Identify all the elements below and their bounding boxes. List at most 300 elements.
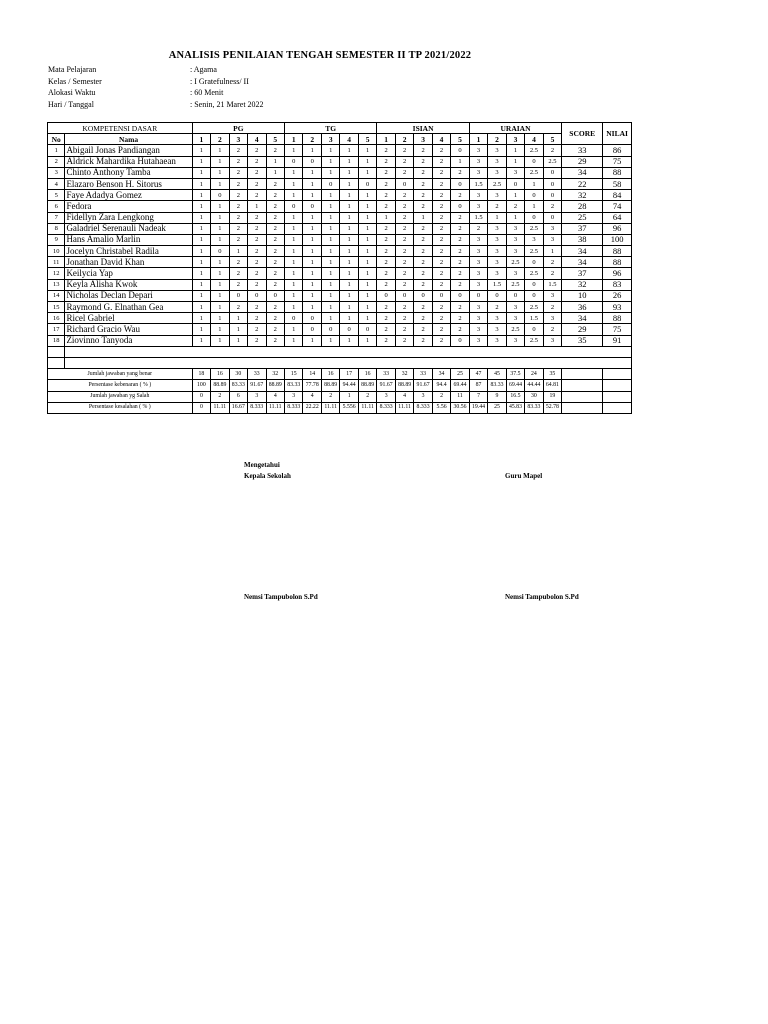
item-score: 2 [432,190,450,201]
item-score: 1 [285,279,303,290]
summary-value: 94.4 [432,380,450,391]
header-item-number: 2 [303,134,321,145]
summary-value: 11.11 [395,402,413,413]
item-score: 2 [248,335,266,346]
item-score: 2 [414,324,432,335]
header-item-number: 2 [211,134,229,145]
student-name: Fedora [65,201,192,212]
student-name: Keyla Alisha Kwok [65,279,192,290]
item-score: 3 [488,145,506,156]
item-score: 1 [192,246,210,257]
item-score: 2 [432,201,450,212]
item-score: 0 [451,201,470,212]
item-score: 1 [211,167,229,178]
total-score: 36 [562,302,603,313]
item-score: 1 [285,223,303,234]
header-item-number: 1 [192,134,210,145]
item-score: 2 [248,313,266,324]
final-grade: 93 [603,302,632,313]
item-score: 2 [377,156,395,167]
item-score: 2 [377,324,395,335]
item-score: 2 [395,335,413,346]
item-score: 2 [395,302,413,313]
total-score: 38 [562,234,603,245]
header-kompetensi: KOMPETENSI DASAR [48,123,193,134]
item-score: 1 [211,268,229,279]
student-number: 4 [48,178,65,189]
summary-value: 88.89 [358,380,377,391]
item-score: 0 [395,178,413,189]
item-score: 3 [506,268,524,279]
item-score: 0 [211,246,229,257]
meta-label: Kelas / Semester [48,76,102,86]
meta-row-subject [48,64,264,76]
item-score: 3 [488,167,506,178]
item-score: 1 [340,246,358,257]
item-score: 1 [488,212,506,223]
total-score: 22 [562,178,603,189]
item-score: 1 [525,201,543,212]
item-score: 0 [451,335,470,346]
item-score: 0 [506,290,524,301]
item-score: 2 [451,268,470,279]
item-score: 1 [248,201,266,212]
item-score: 0 [248,290,266,301]
student-row [48,190,632,201]
item-score: 3 [488,313,506,324]
item-score: 1.5 [469,178,487,189]
final-grade: 88 [603,246,632,257]
summary-value: 69.44 [506,380,524,391]
summary-value: 6 [229,391,247,402]
item-score: 3 [543,234,562,245]
summary-value: 30 [525,391,543,402]
final-grade: 74 [603,201,632,212]
item-score: 2 [414,234,432,245]
summary-row [48,369,632,380]
item-score: 1 [358,257,377,268]
item-score: 2 [414,257,432,268]
item-score: 2 [451,313,470,324]
item-score: 0 [321,178,339,189]
item-score: 1.5 [488,279,506,290]
item-score: 1.5 [469,212,487,223]
item-score: 1 [192,324,210,335]
item-score: 1 [229,313,247,324]
item-score: 3 [506,167,524,178]
blank-cell [65,357,632,368]
item-score: 2 [414,313,432,324]
signature-principal-title: Kepala Sekolah [244,472,291,480]
item-score: 1 [358,156,377,167]
item-score: 2 [543,145,562,156]
item-score: 1 [211,145,229,156]
summary-value: 19 [543,391,562,402]
item-score: 3 [543,335,562,346]
item-score: 3 [469,313,487,324]
item-score: 1 [358,223,377,234]
item-score: 3 [469,257,487,268]
item-score: 1 [266,156,284,167]
item-score: 1 [211,257,229,268]
summary-value: 3 [414,391,432,402]
item-score: 1 [192,223,210,234]
item-score: 2 [469,223,487,234]
summary-value: 15 [285,369,303,380]
item-score: 1 [285,335,303,346]
blank-cell [48,346,65,357]
item-score: 2 [414,156,432,167]
summary-value: 83.33 [229,380,247,391]
item-score: 2 [377,279,395,290]
student-number: 17 [48,324,65,335]
item-score: 2 [229,201,247,212]
item-score: 2 [248,246,266,257]
total-score: 32 [562,190,603,201]
item-score: 1 [192,234,210,245]
summary-value: 8.333 [377,402,395,413]
student-name: Aldrick Mahardika Hutahaean [65,156,192,167]
item-score: 2 [395,279,413,290]
item-score: 1 [211,335,229,346]
item-score: 2 [248,257,266,268]
header-item-number: 5 [451,134,470,145]
item-score: 1 [543,246,562,257]
item-score: 2 [266,190,284,201]
item-score: 1 [211,302,229,313]
item-score: 3 [469,201,487,212]
item-score: 2 [266,279,284,290]
item-score: 3 [506,234,524,245]
signature-left-header [244,460,291,482]
summary-value: 5.56 [432,402,450,413]
student-number: 12 [48,268,65,279]
summary-value: 91.67 [377,380,395,391]
item-score: 3 [469,302,487,313]
summary-value: 9 [488,391,506,402]
summary-value: 16 [211,369,229,380]
summary-value: 16 [321,369,339,380]
item-score: 1 [303,145,321,156]
item-score: 1 [358,212,377,223]
item-score: 1 [192,190,210,201]
student-row [48,167,632,178]
item-score: 2 [543,257,562,268]
item-score: 2 [229,223,247,234]
final-grade: 64 [603,212,632,223]
item-score: 1 [303,223,321,234]
item-score: 0 [525,290,543,301]
meta-value: : I Gratefulness/ II [190,76,249,86]
item-score: 1 [211,313,229,324]
item-score: 2 [451,234,470,245]
summary-value: 8.333 [285,402,303,413]
summary-value: 19.44 [469,402,487,413]
item-score: 2.5 [525,223,543,234]
item-score: 1 [303,167,321,178]
item-score: 2 [266,268,284,279]
total-score: 37 [562,268,603,279]
item-score: 1 [192,268,210,279]
header-no: No [48,134,65,145]
item-score: 1 [285,212,303,223]
item-score: 3 [469,335,487,346]
summary-value: 88.89 [211,380,229,391]
header-item-number: 4 [432,134,450,145]
item-score: 1 [340,145,358,156]
header-group-pg: PG [192,123,284,134]
item-score: 2 [229,212,247,223]
final-grade: 26 [603,290,632,301]
item-score: 2 [395,234,413,245]
item-score: 1 [211,212,229,223]
total-score: 25 [562,212,603,223]
item-score: 3 [469,156,487,167]
summary-value: 87 [469,380,487,391]
header-item-number: 3 [321,134,339,145]
item-score: 0 [266,290,284,301]
item-score: 2 [432,246,450,257]
item-score: 1 [192,145,210,156]
item-score: 2 [266,234,284,245]
item-score: 2 [451,324,470,335]
item-score: 2.5 [525,335,543,346]
item-score: 2 [248,145,266,156]
item-score: 1 [340,302,358,313]
item-score: 2 [248,156,266,167]
summary-value: 7 [469,391,487,402]
item-score: 2 [248,268,266,279]
summary-empty [603,369,632,380]
total-score: 10 [562,290,603,301]
item-score: 2 [229,234,247,245]
item-score: 1 [321,212,339,223]
item-score: 1 [192,212,210,223]
item-score: 1 [285,302,303,313]
item-score: 2 [414,167,432,178]
item-score: 3 [525,234,543,245]
item-score: 2 [432,257,450,268]
student-number: 13 [48,279,65,290]
item-score: 2 [414,335,432,346]
item-score: 1 [229,324,247,335]
item-score: 2 [543,268,562,279]
final-grade: 100 [603,234,632,245]
student-number: 18 [48,335,65,346]
final-grade: 88 [603,257,632,268]
item-score: 2 [266,201,284,212]
item-score: 3 [469,324,487,335]
student-name: Jocelyn Christabel Radila [65,246,192,257]
item-score: 2.5 [525,302,543,313]
final-grade: 96 [603,223,632,234]
student-number: 9 [48,234,65,245]
item-score: 2 [248,324,266,335]
student-number: 6 [48,201,65,212]
student-name: Faye Adadya Gomez [65,190,192,201]
total-score: 34 [562,246,603,257]
item-score: 1 [321,302,339,313]
item-score: 0 [414,290,432,301]
summary-value: 25 [488,402,506,413]
student-number: 1 [48,145,65,156]
final-grade: 88 [603,313,632,324]
student-number: 14 [48,290,65,301]
item-score: 0 [340,324,358,335]
item-score: 1 [358,190,377,201]
student-number: 5 [48,190,65,201]
item-score: 2 [488,201,506,212]
item-score: 1 [358,279,377,290]
final-grade: 83 [603,279,632,290]
item-score: 1 [303,268,321,279]
summary-empty [562,380,603,391]
item-score: 2 [451,167,470,178]
item-score: 1 [192,302,210,313]
summary-value: 4 [266,391,284,402]
header-item-number: 5 [543,134,562,145]
item-score: 1 [340,335,358,346]
item-score: 1 [192,167,210,178]
item-score: 2 [229,178,247,189]
item-score: 2 [266,324,284,335]
item-score: 1 [506,212,524,223]
summary-value: 11.11 [321,402,339,413]
item-score: 1 [358,302,377,313]
student-row [48,201,632,212]
item-score: 1 [321,335,339,346]
item-score: 3 [469,246,487,257]
item-score: 1 [285,167,303,178]
summary-empty [603,391,632,402]
item-score: 2 [229,167,247,178]
item-score: 2 [395,190,413,201]
blank-row [48,357,632,368]
item-score: 2 [451,246,470,257]
item-score: 2.5 [488,178,506,189]
item-score: 3 [488,234,506,245]
signature-teacher-name: Nemsi Tampubolon S.Pd [505,593,579,601]
item-score: 1 [285,324,303,335]
item-score: 0 [285,156,303,167]
item-score: 1 [229,246,247,257]
summary-value: 52.78 [543,402,562,413]
item-score: 2 [395,156,413,167]
item-score: 2 [248,212,266,223]
item-score: 1 [358,268,377,279]
item-score: 2 [266,313,284,324]
header-item-number: 3 [414,134,432,145]
summary-empty [562,402,603,413]
item-score: 1 [340,201,358,212]
item-score: 1 [321,268,339,279]
summary-value: 11.11 [211,402,229,413]
student-name: Keilycia Yap [65,268,192,279]
item-score: 1 [285,178,303,189]
summary-empty [562,369,603,380]
item-score: 2 [432,279,450,290]
item-score: 1 [340,234,358,245]
item-score: 3 [488,324,506,335]
item-score: 3 [488,190,506,201]
item-score: 1 [192,313,210,324]
student-name: Elazaro Benson H. Sitorus [65,178,192,189]
item-score: 0 [432,290,450,301]
item-score: 1 [229,335,247,346]
signature-teacher-title: Guru Mapel [505,472,543,480]
item-score: 1 [340,257,358,268]
item-score: 2 [229,257,247,268]
item-score: 0 [303,313,321,324]
item-score: 2 [377,167,395,178]
summary-value: 22.22 [303,402,321,413]
item-score: 2 [395,324,413,335]
summary-value: 45 [488,369,506,380]
summary-value: 24 [525,369,543,380]
summary-value: 3 [248,391,266,402]
item-score: 1 [358,313,377,324]
item-score: 2 [451,257,470,268]
item-score: 2 [377,234,395,245]
item-score: 3 [469,167,487,178]
item-score: 0 [211,190,229,201]
item-score: 2 [432,156,450,167]
item-score: 0 [451,178,470,189]
blank-cell [48,357,65,368]
item-score: 3 [488,246,506,257]
document-title: ANALISIS PENILAIAN TENGAH SEMESTER II TP 2021/2022 [168,50,472,61]
item-score: 0 [358,324,377,335]
item-score: 3 [506,246,524,257]
item-score: 2 [543,201,562,212]
summary-value: 11 [451,391,470,402]
item-score: 1 [285,257,303,268]
item-score: 3 [488,257,506,268]
item-score: 1 [340,313,358,324]
item-score: 2 [488,302,506,313]
meta-row-duration [48,87,264,99]
item-score: 2 [395,223,413,234]
item-score: 0 [451,145,470,156]
item-score: 0 [525,156,543,167]
item-score: 2 [432,145,450,156]
summary-empty [603,380,632,391]
final-grade: 88 [603,167,632,178]
item-score: 1 [303,246,321,257]
summary-value: 0 [192,402,210,413]
item-score: 1 [303,190,321,201]
item-score: 2 [377,302,395,313]
item-score: 1 [192,178,210,189]
item-score: 1 [321,201,339,212]
header-item-number: 4 [525,134,543,145]
item-score: 2 [266,212,284,223]
student-row [48,223,632,234]
final-grade: 96 [603,268,632,279]
item-score: 2 [414,190,432,201]
item-score: 0 [506,178,524,189]
item-score: 2 [377,335,395,346]
header-score: SCORE [562,123,603,145]
item-score: 2 [414,201,432,212]
item-score: 2 [451,279,470,290]
item-score: 1 [340,190,358,201]
item-score: 1 [303,335,321,346]
header-group-tg: TG [285,123,377,134]
summary-value: 91.67 [248,380,266,391]
summary-value: 91.67 [414,380,432,391]
student-name: Ziovinno Tanyoda [65,335,192,346]
